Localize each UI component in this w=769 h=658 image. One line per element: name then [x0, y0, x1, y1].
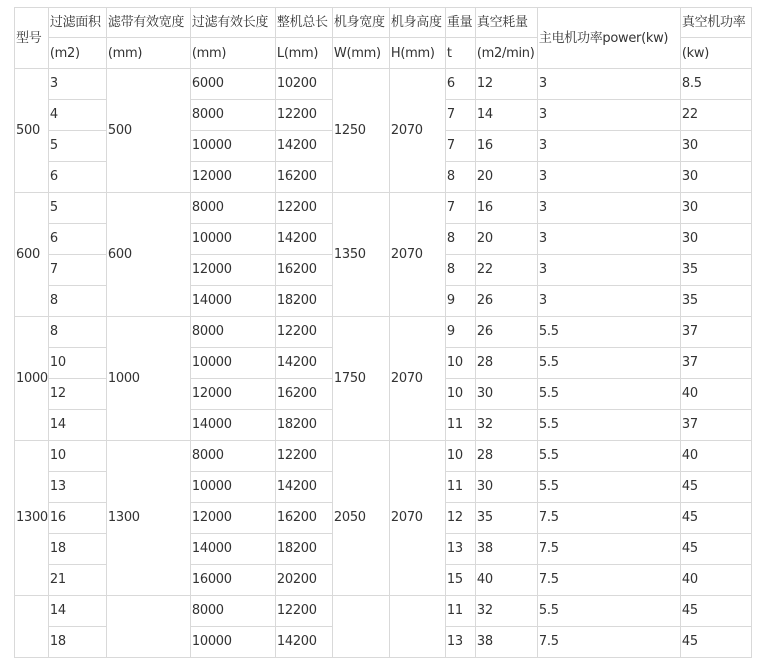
weight-cell: 8	[445, 224, 475, 255]
weight-cell: 6	[445, 69, 475, 100]
total-length-cell: 14200	[275, 348, 332, 379]
area-cell: 10	[48, 348, 106, 379]
unit-filter-length: (mm)	[190, 38, 275, 69]
belt-width-cell: 1300	[106, 441, 190, 596]
body-width-cell: 1250	[332, 69, 389, 193]
weight-cell: 13	[445, 627, 475, 658]
area-cell: 4	[48, 100, 106, 131]
body-width-cell: 2050	[332, 441, 389, 596]
table-row	[15, 193, 752, 224]
vac-power-cell: 30	[680, 162, 751, 193]
vacuum-cell: 32	[475, 596, 537, 627]
weight-cell: 10	[445, 348, 475, 379]
vac-power-cell: 45	[680, 596, 751, 627]
vacuum-cell: 35	[475, 503, 537, 534]
total-length-cell: 16200	[275, 255, 332, 286]
area-cell: 14	[48, 596, 106, 627]
body-height-cell: 2070	[389, 441, 445, 596]
filter-length-cell: 14000	[190, 286, 275, 317]
weight-cell: 11	[445, 410, 475, 441]
weight-cell: 11	[445, 472, 475, 503]
area-cell: 14	[48, 410, 106, 441]
filter-length-cell: 6000	[190, 69, 275, 100]
model-cell: 1300	[15, 441, 49, 596]
filter-length-cell: 16000	[190, 565, 275, 596]
area-cell: 6	[48, 162, 106, 193]
vacuum-cell: 22	[475, 255, 537, 286]
area-cell: 6	[48, 224, 106, 255]
filter-length-cell: 14000	[190, 534, 275, 565]
header-body-height: 机身高度	[389, 8, 445, 38]
main-power-cell: 3	[537, 224, 680, 255]
vac-power-cell: 37	[680, 410, 751, 441]
total-length-cell: 16200	[275, 162, 332, 193]
vac-power-cell: 40	[680, 565, 751, 596]
model-cell: 500	[15, 69, 49, 193]
vac-power-cell: 45	[680, 503, 751, 534]
model-cell	[15, 596, 49, 658]
weight-cell: 7	[445, 131, 475, 162]
total-length-cell: 12200	[275, 596, 332, 627]
vac-power-cell: 30	[680, 193, 751, 224]
body-height-cell: 2070	[389, 317, 445, 441]
filter-length-cell: 8000	[190, 100, 275, 131]
filter-length-cell: 12000	[190, 503, 275, 534]
main-power-cell: 7.5	[537, 565, 680, 596]
weight-cell: 13	[445, 534, 475, 565]
filter-length-cell: 8000	[190, 193, 275, 224]
header-vac-power: 真空机功率	[680, 8, 751, 38]
area-cell: 3	[48, 69, 106, 100]
main-power-cell: 5.5	[537, 410, 680, 441]
weight-cell: 8	[445, 255, 475, 286]
weight-cell: 12	[445, 503, 475, 534]
vac-power-cell: 45	[680, 627, 751, 658]
body-height-cell	[389, 596, 445, 658]
header-main-power: 主电机功率power(kw)	[537, 8, 680, 69]
total-length-cell: 12200	[275, 100, 332, 131]
main-power-cell: 5.5	[537, 379, 680, 410]
filter-length-cell: 12000	[190, 162, 275, 193]
vac-power-cell: 22	[680, 100, 751, 131]
vacuum-cell: 38	[475, 627, 537, 658]
area-cell: 18	[48, 534, 106, 565]
main-power-cell: 5.5	[537, 596, 680, 627]
main-power-cell: 7.5	[537, 503, 680, 534]
filter-length-cell: 8000	[190, 317, 275, 348]
area-cell: 7	[48, 255, 106, 286]
vacuum-cell: 12	[475, 69, 537, 100]
vac-power-cell: 45	[680, 534, 751, 565]
table-row	[15, 69, 752, 100]
total-length-cell: 12200	[275, 317, 332, 348]
weight-cell: 9	[445, 286, 475, 317]
area-cell: 8	[48, 286, 106, 317]
filter-length-cell: 10000	[190, 348, 275, 379]
vacuum-cell: 14	[475, 100, 537, 131]
vacuum-cell: 28	[475, 348, 537, 379]
vac-power-cell: 40	[680, 379, 751, 410]
unit-body-height: H(mm)	[389, 38, 445, 69]
main-power-cell: 7.5	[537, 627, 680, 658]
filter-length-cell: 10000	[190, 627, 275, 658]
belt-width-cell: 1000	[106, 317, 190, 441]
model-cell: 1000	[15, 317, 49, 441]
vac-power-cell: 35	[680, 286, 751, 317]
vacuum-cell: 30	[475, 472, 537, 503]
vac-power-cell: 37	[680, 348, 751, 379]
main-power-cell: 5.5	[537, 348, 680, 379]
table-row	[15, 596, 752, 627]
header-body-width: 机身宽度	[332, 8, 389, 38]
table-row	[15, 317, 752, 348]
total-length-cell: 18200	[275, 286, 332, 317]
unit-body-width: W(mm)	[332, 38, 389, 69]
main-power-cell: 3	[537, 193, 680, 224]
header-model: 型号	[15, 8, 49, 69]
header-belt-width: 滤带有效宽度	[106, 8, 190, 38]
total-length-cell: 16200	[275, 503, 332, 534]
total-length-cell: 10200	[275, 69, 332, 100]
model-cell: 600	[15, 193, 49, 317]
area-cell: 12	[48, 379, 106, 410]
header-weight: 重量	[445, 8, 475, 38]
header-vacuum: 真空耗量	[475, 8, 537, 38]
vac-power-cell: 8.5	[680, 69, 751, 100]
filter-length-cell: 14000	[190, 410, 275, 441]
weight-cell: 9	[445, 317, 475, 348]
filter-length-cell: 10000	[190, 224, 275, 255]
main-power-cell: 3	[537, 69, 680, 100]
unit-weight: t	[445, 38, 475, 69]
area-cell: 21	[48, 565, 106, 596]
header-filter-length: 过滤有效长度	[190, 8, 275, 38]
vac-power-cell: 30	[680, 224, 751, 255]
area-cell: 16	[48, 503, 106, 534]
total-length-cell: 14200	[275, 224, 332, 255]
vac-power-cell: 40	[680, 441, 751, 472]
filter-length-cell: 12000	[190, 379, 275, 410]
main-power-cell: 5.5	[537, 317, 680, 348]
vacuum-cell: 28	[475, 441, 537, 472]
header-total-length: 整机总长	[275, 8, 332, 38]
area-cell: 5	[48, 131, 106, 162]
area-cell: 10	[48, 441, 106, 472]
vacuum-cell: 30	[475, 379, 537, 410]
main-power-cell: 3	[537, 100, 680, 131]
weight-cell: 10	[445, 441, 475, 472]
header-area: 过滤面积	[48, 8, 106, 38]
area-cell: 8	[48, 317, 106, 348]
vac-power-cell: 45	[680, 472, 751, 503]
vacuum-cell: 16	[475, 131, 537, 162]
total-length-cell: 20200	[275, 565, 332, 596]
main-power-cell: 3	[537, 131, 680, 162]
belt-width-cell: 600	[106, 193, 190, 317]
body-height-cell: 2070	[389, 69, 445, 193]
total-length-cell: 12200	[275, 441, 332, 472]
weight-cell: 7	[445, 100, 475, 131]
vac-power-cell: 30	[680, 131, 751, 162]
area-cell: 18	[48, 627, 106, 658]
main-power-cell: 5.5	[537, 441, 680, 472]
area-cell: 5	[48, 193, 106, 224]
body-height-cell: 2070	[389, 193, 445, 317]
vacuum-cell: 40	[475, 565, 537, 596]
vacuum-cell: 20	[475, 224, 537, 255]
weight-cell: 15	[445, 565, 475, 596]
unit-total-length: L(mm)	[275, 38, 332, 69]
vacuum-cell: 26	[475, 286, 537, 317]
belt-width-cell	[106, 596, 190, 658]
main-power-cell: 3	[537, 255, 680, 286]
body-width-cell: 1350	[332, 193, 389, 317]
vac-power-cell: 37	[680, 317, 751, 348]
filter-length-cell: 8000	[190, 596, 275, 627]
header-row-titles	[15, 8, 752, 38]
main-power-cell: 3	[537, 286, 680, 317]
weight-cell: 8	[445, 162, 475, 193]
unit-belt-width: (mm)	[106, 38, 190, 69]
main-power-cell: 7.5	[537, 534, 680, 565]
total-length-cell: 18200	[275, 410, 332, 441]
total-length-cell: 14200	[275, 131, 332, 162]
vacuum-cell: 20	[475, 162, 537, 193]
belt-width-cell: 500	[106, 69, 190, 193]
weight-cell: 7	[445, 193, 475, 224]
weight-cell: 10	[445, 379, 475, 410]
table-row	[15, 441, 752, 472]
filter-length-cell: 12000	[190, 255, 275, 286]
area-cell: 13	[48, 472, 106, 503]
vac-power-cell: 35	[680, 255, 751, 286]
vacuum-cell: 38	[475, 534, 537, 565]
total-length-cell: 14200	[275, 472, 332, 503]
total-length-cell: 14200	[275, 627, 332, 658]
unit-area: (m2)	[48, 38, 106, 69]
spec-table	[14, 7, 752, 658]
filter-length-cell: 8000	[190, 441, 275, 472]
body-width-cell: 1750	[332, 317, 389, 441]
vacuum-cell: 16	[475, 193, 537, 224]
total-length-cell: 18200	[275, 534, 332, 565]
main-power-cell: 5.5	[537, 472, 680, 503]
body-width-cell	[332, 596, 389, 658]
weight-cell: 11	[445, 596, 475, 627]
total-length-cell: 12200	[275, 193, 332, 224]
filter-length-cell: 10000	[190, 472, 275, 503]
main-power-cell: 3	[537, 162, 680, 193]
total-length-cell: 16200	[275, 379, 332, 410]
vacuum-cell: 32	[475, 410, 537, 441]
unit-vacuum: (m2/min)	[475, 38, 537, 69]
unit-vac-power: (kw)	[680, 38, 751, 69]
filter-length-cell: 10000	[190, 131, 275, 162]
spec-table-wrapper	[14, 7, 752, 658]
vacuum-cell: 26	[475, 317, 537, 348]
